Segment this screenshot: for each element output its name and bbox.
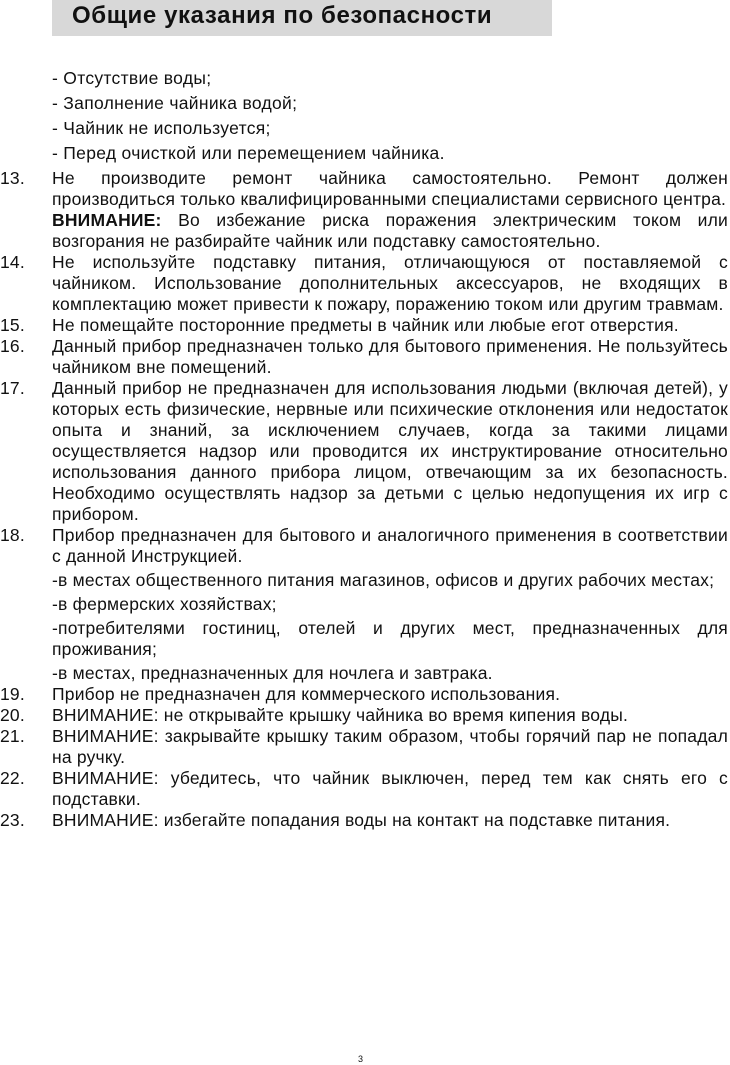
item-number: 17. <box>0 378 25 398</box>
item-text: ВНИМАНИЕ: убедитесь, что чайник выключен, перед тем как снять его с подставки. <box>52 768 728 809</box>
item-warning <box>52 210 728 252</box>
item-15 <box>0 315 728 336</box>
list-item: - Отсутствие воды; <box>52 68 212 88</box>
item-text: ВНИМАНИЕ: не открывайте крышку чайника во время кипения воды. <box>52 705 629 725</box>
item-number: 23. <box>0 810 25 830</box>
item-text: Данный прибор не предназначен для использования людьми (включая детей), у которых есть физические, нервные или психические отклонения или недостаток опыта и знаний, за исключением случаев, когда за такими лицами осуществляется надзор или проводится их инструктирование относительно использования данного прибора лицом, отвечающим за их безопасность. Необходимо осуществлять надзор за детьми с целью недопущения их игр с прибором. <box>52 378 728 524</box>
item-number: 13. <box>0 168 25 188</box>
item-number: 20. <box>0 705 25 725</box>
item-text: ВНИМАНИЕ: избегайте попадания воды на контакт на подставке питания. <box>52 810 671 830</box>
section-header <box>52 0 552 36</box>
item-text: Не помещайте посторонние предметы в чайник или любые егот отверстия. <box>52 315 679 335</box>
item-16 <box>0 336 728 378</box>
item-13 <box>0 168 728 252</box>
item-number: 19. <box>0 684 25 704</box>
item-19 <box>0 684 728 705</box>
list-item: - Заполнение чайника водой; <box>52 93 298 113</box>
item-20 <box>0 705 728 726</box>
document-body <box>0 68 730 831</box>
item-text: ВНИМАНИЕ: закрывайте крышку таким образом, чтобы горячий пар не попадал на ручку. <box>52 726 728 767</box>
item-text: Данный прибор предназначен только для бытового применения. Не пользуйтесь чайником вне помещений. <box>52 336 728 377</box>
item-number: 18. <box>0 525 25 545</box>
sub-item: -в местах общественного питания магазинов, офисов и других рабочих местах; <box>52 570 715 590</box>
list-item: - Чайник не используется; <box>52 118 271 138</box>
item-number: 16. <box>0 336 25 356</box>
item-21 <box>0 726 728 768</box>
warning-label: ВНИМАНИЕ: <box>52 210 162 230</box>
item-18 <box>0 525 728 684</box>
item-text: Не производите ремонт чайника самостоятельно. Ремонт должен производиться только квалифицированными специалистами сервисного центра. <box>52 168 728 209</box>
item-text: Не используйте подставку питания, отличающуюся от поставляемой с чайником. Использование дополнительных аксессуаров, не входящих в комплектацию может привести к пожару, поражению током или другим травмам. <box>52 252 728 314</box>
sub-item: -в фермерских хозяйствах; <box>52 594 277 614</box>
item-number: 22. <box>0 768 25 788</box>
warning-text: Во избежание риска поражения электрическим током или возгорания не разбирайте чайник или подставку самостоятельно. <box>52 210 729 251</box>
sub-item: -в местах, предназначенных для ночлега и завтрака. <box>52 663 493 683</box>
list-item: - Перед очисткой или перемещением чайника. <box>52 143 445 163</box>
item-number: 21. <box>0 726 25 746</box>
item-number: 14. <box>0 252 25 272</box>
sub-item: -потребителями гостиниц, отелей и других мест, предназначенных для проживания; <box>52 618 728 659</box>
item-text: Прибор предназначен для бытового и аналогичного применения в соответствии с данной Инструкцией. <box>52 525 728 566</box>
item-17 <box>0 378 728 525</box>
section-title: Общие указания по безопасности <box>72 2 493 29</box>
page-number: 3 <box>358 1054 364 1064</box>
item-text: Прибор не предназначен для коммерческого использования. <box>52 684 561 704</box>
item-23 <box>0 810 728 831</box>
item-number: 15. <box>0 315 25 335</box>
item-22 <box>0 768 728 810</box>
item-14 <box>0 252 728 315</box>
